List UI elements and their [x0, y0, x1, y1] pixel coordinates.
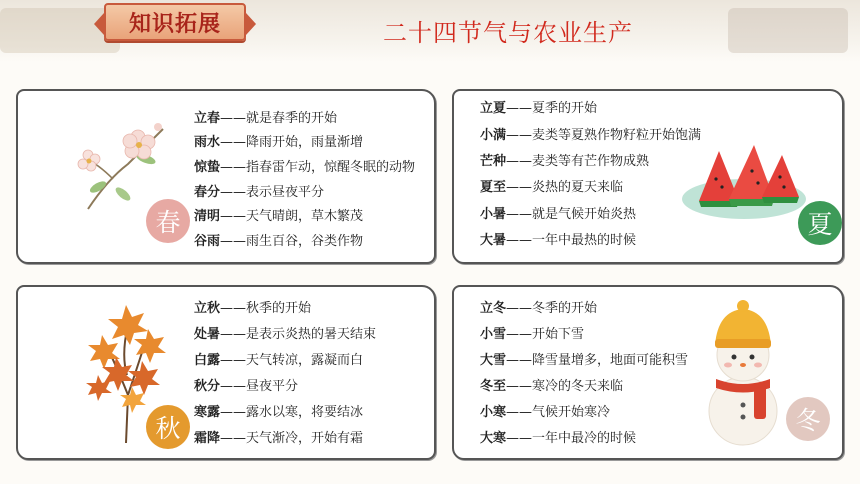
list-item: 白露——天气转凉，露凝而白 — [194, 353, 364, 368]
list-item: 小雪——开始下雪 — [480, 327, 585, 342]
watermelon-illustration — [674, 129, 814, 229]
winter-badge-label: 冬 — [795, 406, 821, 435]
autumn-badge — [146, 405, 190, 449]
list-item: 大寒——一年中最冷的时候 — [480, 431, 637, 446]
list-item: 冬至——寒冷的冬天来临 — [480, 379, 624, 394]
list-item: 秋分——昼夜平分 — [194, 379, 299, 394]
winter-badge — [786, 397, 830, 441]
list-item: 处暑——是表示炎热的暑天结束 — [194, 327, 377, 342]
list-item: 小满——麦类等夏熟作物籽粒开始饱满 — [480, 128, 702, 143]
list-item: 小寒——气候开始寒冷 — [480, 405, 611, 420]
list-item: 春分——表示昼夜平分 — [194, 185, 325, 200]
list-item: 立春——就是春季的开始 — [194, 111, 338, 126]
list-item: 惊蛰——指春雷乍动，惊醒冬眠的动物 — [194, 160, 416, 175]
list-item: 立秋——秋季的开始 — [194, 301, 312, 316]
list-item: 立冬——冬季的开始 — [480, 301, 598, 316]
banner-label: 知识拓展 — [128, 11, 221, 37]
list-item: 雨水——降雨开始，雨量渐增 — [194, 135, 364, 150]
list-item: 小暑——就是气候开始炎热 — [480, 207, 637, 222]
card-winter — [452, 285, 844, 460]
knowledge-banner — [104, 3, 246, 41]
decor-right — [728, 8, 848, 53]
snowman-illustration — [698, 293, 788, 453]
list-item: 谷雨——雨生百谷，谷类作物 — [194, 234, 364, 249]
autumn-badge-label: 秋 — [155, 414, 181, 443]
list-item: 大暑——一年中最热的时候 — [480, 233, 637, 248]
summer-badge — [798, 201, 842, 245]
page-title: 二十四节气与农业生产 — [383, 19, 633, 47]
card-summer — [452, 89, 844, 264]
list-item: 寒露——露水以寒，将要结冰 — [194, 405, 364, 420]
spring-badge — [146, 199, 190, 243]
list-item: 芒种——麦类等有芒作物成熟 — [480, 154, 650, 169]
card-spring — [16, 89, 436, 264]
card-autumn — [16, 285, 436, 460]
summer-badge-label: 夏 — [807, 210, 833, 239]
list-item: 霜降——天气渐冷，开始有霜 — [194, 431, 364, 446]
list-item: 立夏——夏季的开始 — [480, 101, 598, 116]
spring-badge-label: 春 — [155, 208, 181, 237]
list-item: 清明——天气晴朗，草木繁茂 — [194, 209, 364, 224]
list-item: 夏至——炎热的夏天来临 — [480, 180, 624, 195]
list-item: 大雪——降雪量增多，地面可能积雪 — [480, 353, 689, 368]
